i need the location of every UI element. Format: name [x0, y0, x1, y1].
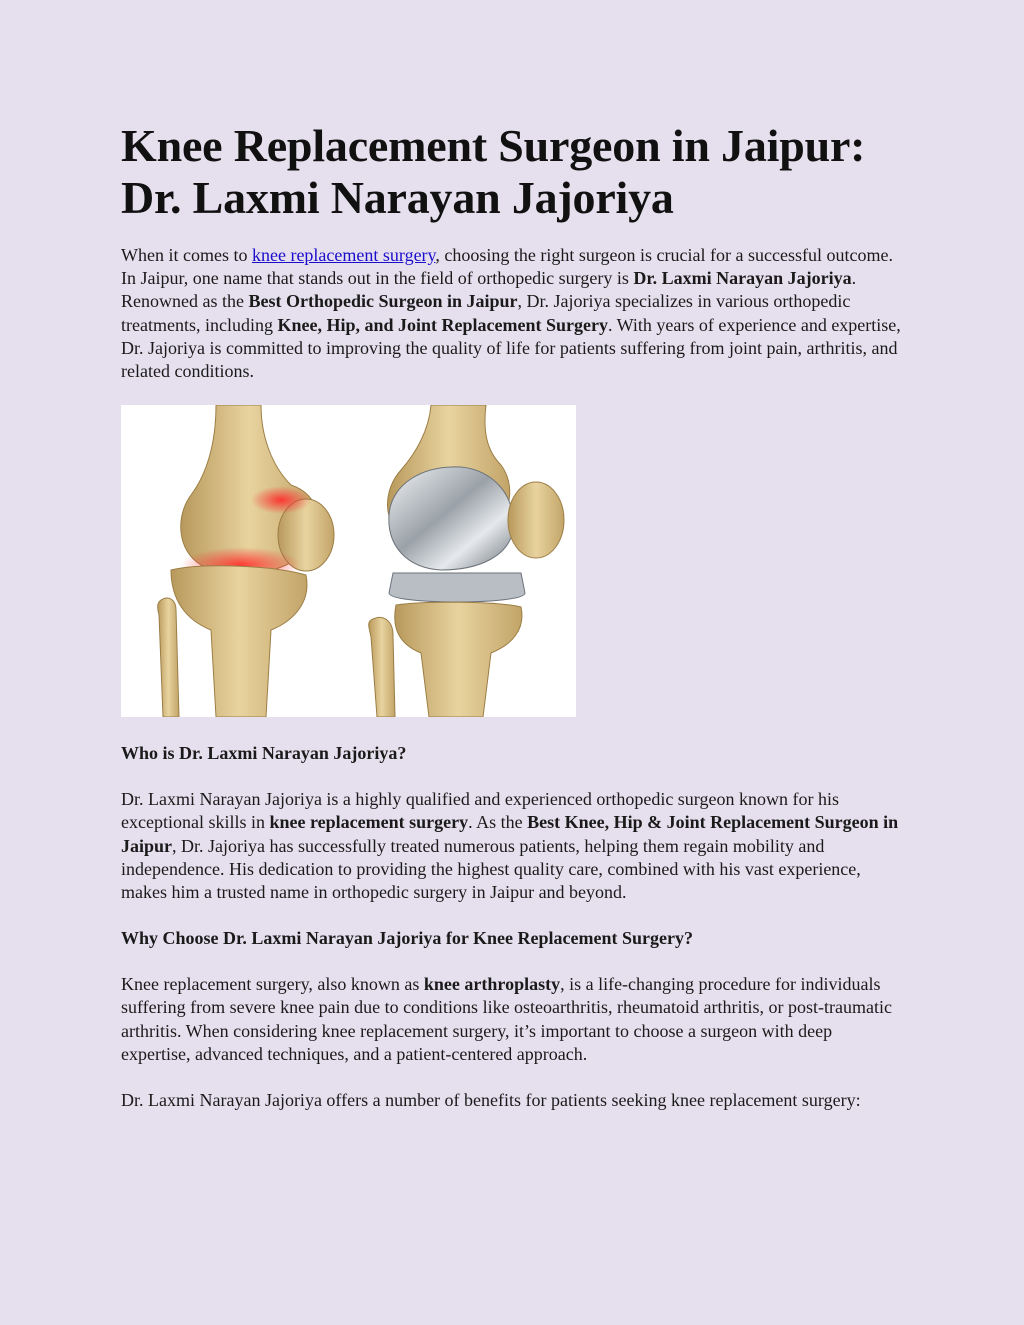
benefits-paragraph: Dr. Laxmi Narayan Jajoriya offers a number of benefits for patients seeking knee replacement surgery:: [121, 1090, 861, 1111]
why-text-2: , is a life-changing procedure for individuals suffering from severe knee pain due to conditions like osteoarthritis, rheumatoid arthritis, or post-traumatic arthritis. When considering knee replacement surgery, it’s important to choose a surgeon with deep expertise, advanced techniques, and a patient-centered approach.: [121, 974, 892, 1064]
knee-illustration: [121, 405, 576, 717]
knee-comparison-graphic: [121, 405, 576, 717]
article: [121, 120, 906, 1112]
intro-text-4: , Dr. Jajoriya specializes in various orthopedic treatments, including: [121, 291, 851, 335]
page-title: Knee Replacement Surgeon in Jaipur: Dr. Laxmi Narayan Jajoriya: [121, 120, 866, 223]
arthritic-knee-drawing: [158, 405, 334, 717]
intro-bold-specialties: Knee, Hip, and Joint Replacement Surgery: [277, 314, 608, 335]
who-text-1: Dr. Laxmi Narayan Jajoriya is a highly qualified and experienced orthopedic surgeon known for his exceptional skills in: [121, 789, 839, 833]
intro-text-1: When it comes to: [121, 245, 252, 265]
section-heading-why: Why Choose Dr. Laxmi Narayan Jajoriya for Knee Replacement Surgery?: [121, 928, 693, 949]
section-heading-who: Who is Dr. Laxmi Narayan Jajoriya?: [121, 743, 407, 764]
intro-bold-best-surgeon: Best Orthopedic Surgeon in Jaipur: [248, 291, 518, 312]
intro-text-5: . With years of experience and expertise, Dr. Jajoriya is committed to improving the quality of life for patients suffering from joint pain, arthritis, and related conditions.: [121, 314, 901, 382]
who-bold-knee-replacement: knee replacement surgery: [269, 812, 469, 833]
why-bold-arthroplasty: knee arthroplasty: [423, 974, 561, 995]
who-bold-best-surgeon: Best Knee, Hip & Joint Replacement Surgeon in Jaipur: [121, 812, 899, 856]
intro-bold-doctor-name: Dr. Laxmi Narayan Jajoriya: [633, 268, 852, 289]
who-paragraph: [121, 788, 906, 904]
who-text-2: . As the: [468, 812, 528, 833]
knee-implant-drawing: [369, 405, 564, 717]
intro-text-3: . Renowned as the: [121, 268, 857, 312]
why-text-1: Knee replacement surgery, also known as: [121, 974, 424, 995]
knee-replacement-surgery-link[interactable]: knee replacement surgery: [251, 245, 436, 265]
intro-paragraph: [121, 244, 906, 383]
intro-text-2: , choosing the right surgeon is crucial for a successful outcome. In Jaipur, one name that stands out in the field of orthopedic surgery is: [121, 245, 893, 289]
why-paragraph: [121, 973, 906, 1066]
who-text-3: , Dr. Jajoriya has successfully treated numerous patients, helping them regain mobility and independence. His dedication to providing the highest quality care, combined with his vast experience, makes him a trusted name in orthopedic surgery in Jaipur and beyond.: [121, 835, 861, 903]
